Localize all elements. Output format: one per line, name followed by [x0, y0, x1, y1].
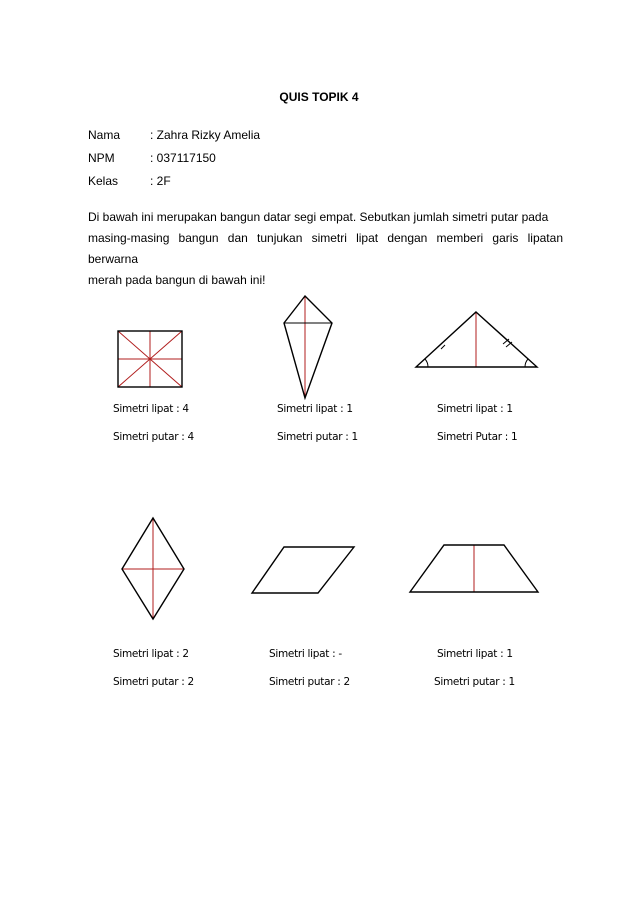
kite-putar-caption: Simetri putar : 1: [277, 431, 358, 443]
info-label: Kelas: [88, 174, 119, 188]
info-label: NPM: [88, 151, 115, 165]
trapezoid-putar-caption: Simetri putar : 1: [434, 676, 515, 688]
square-putar-caption: Simetri putar : 4: [113, 431, 194, 443]
instruction-line: masing-masing bangun dan tunjukan simetri lipat dengan memberi garis lipatan berwarna: [88, 231, 563, 266]
parallelogram-lipat-caption: Simetri lipat : -: [269, 648, 342, 660]
triangle-putar-caption: Simetri Putar : 1: [437, 431, 518, 443]
rhombus-putar-caption: Simetri putar : 2: [113, 676, 194, 688]
triangle-lipat-caption: Simetri lipat : 1: [437, 403, 513, 415]
triangle-figure: [412, 308, 542, 372]
rhombus-lipat-caption: Simetri lipat : 2: [113, 648, 189, 660]
page-title: QUIS TOPIK 4: [279, 90, 359, 104]
square-lipat-caption: Simetri lipat : 4: [113, 403, 189, 415]
rhombus-figure: [118, 514, 188, 624]
trapezoid-figure: [406, 541, 542, 597]
instruction-line: merah pada bangun di bawah ini!: [88, 273, 266, 287]
instruction-paragraph: [88, 207, 563, 291]
info-value: : Zahra Rizky Amelia: [150, 128, 261, 142]
info-value: : 2F: [150, 174, 171, 188]
info-row-kelas: [88, 174, 171, 188]
kite-lipat-caption: Simetri lipat : 1: [277, 403, 353, 415]
trapezoid-lipat-caption: Simetri lipat : 1: [437, 648, 513, 660]
info-row-npm: [88, 151, 216, 165]
info-value: : 037117150: [150, 151, 216, 165]
instruction-line: Di bawah ini merupakan bangun datar segi empat. Sebutkan jumlah simetri putar pada: [88, 210, 549, 224]
square-figure: [114, 328, 186, 390]
parallelogram-putar-caption: Simetri putar : 2: [269, 676, 350, 688]
kite-figure: [276, 292, 340, 402]
info-row-nama: [88, 128, 260, 142]
parallelogram-figure: [248, 543, 358, 597]
info-label: Nama: [88, 128, 121, 142]
